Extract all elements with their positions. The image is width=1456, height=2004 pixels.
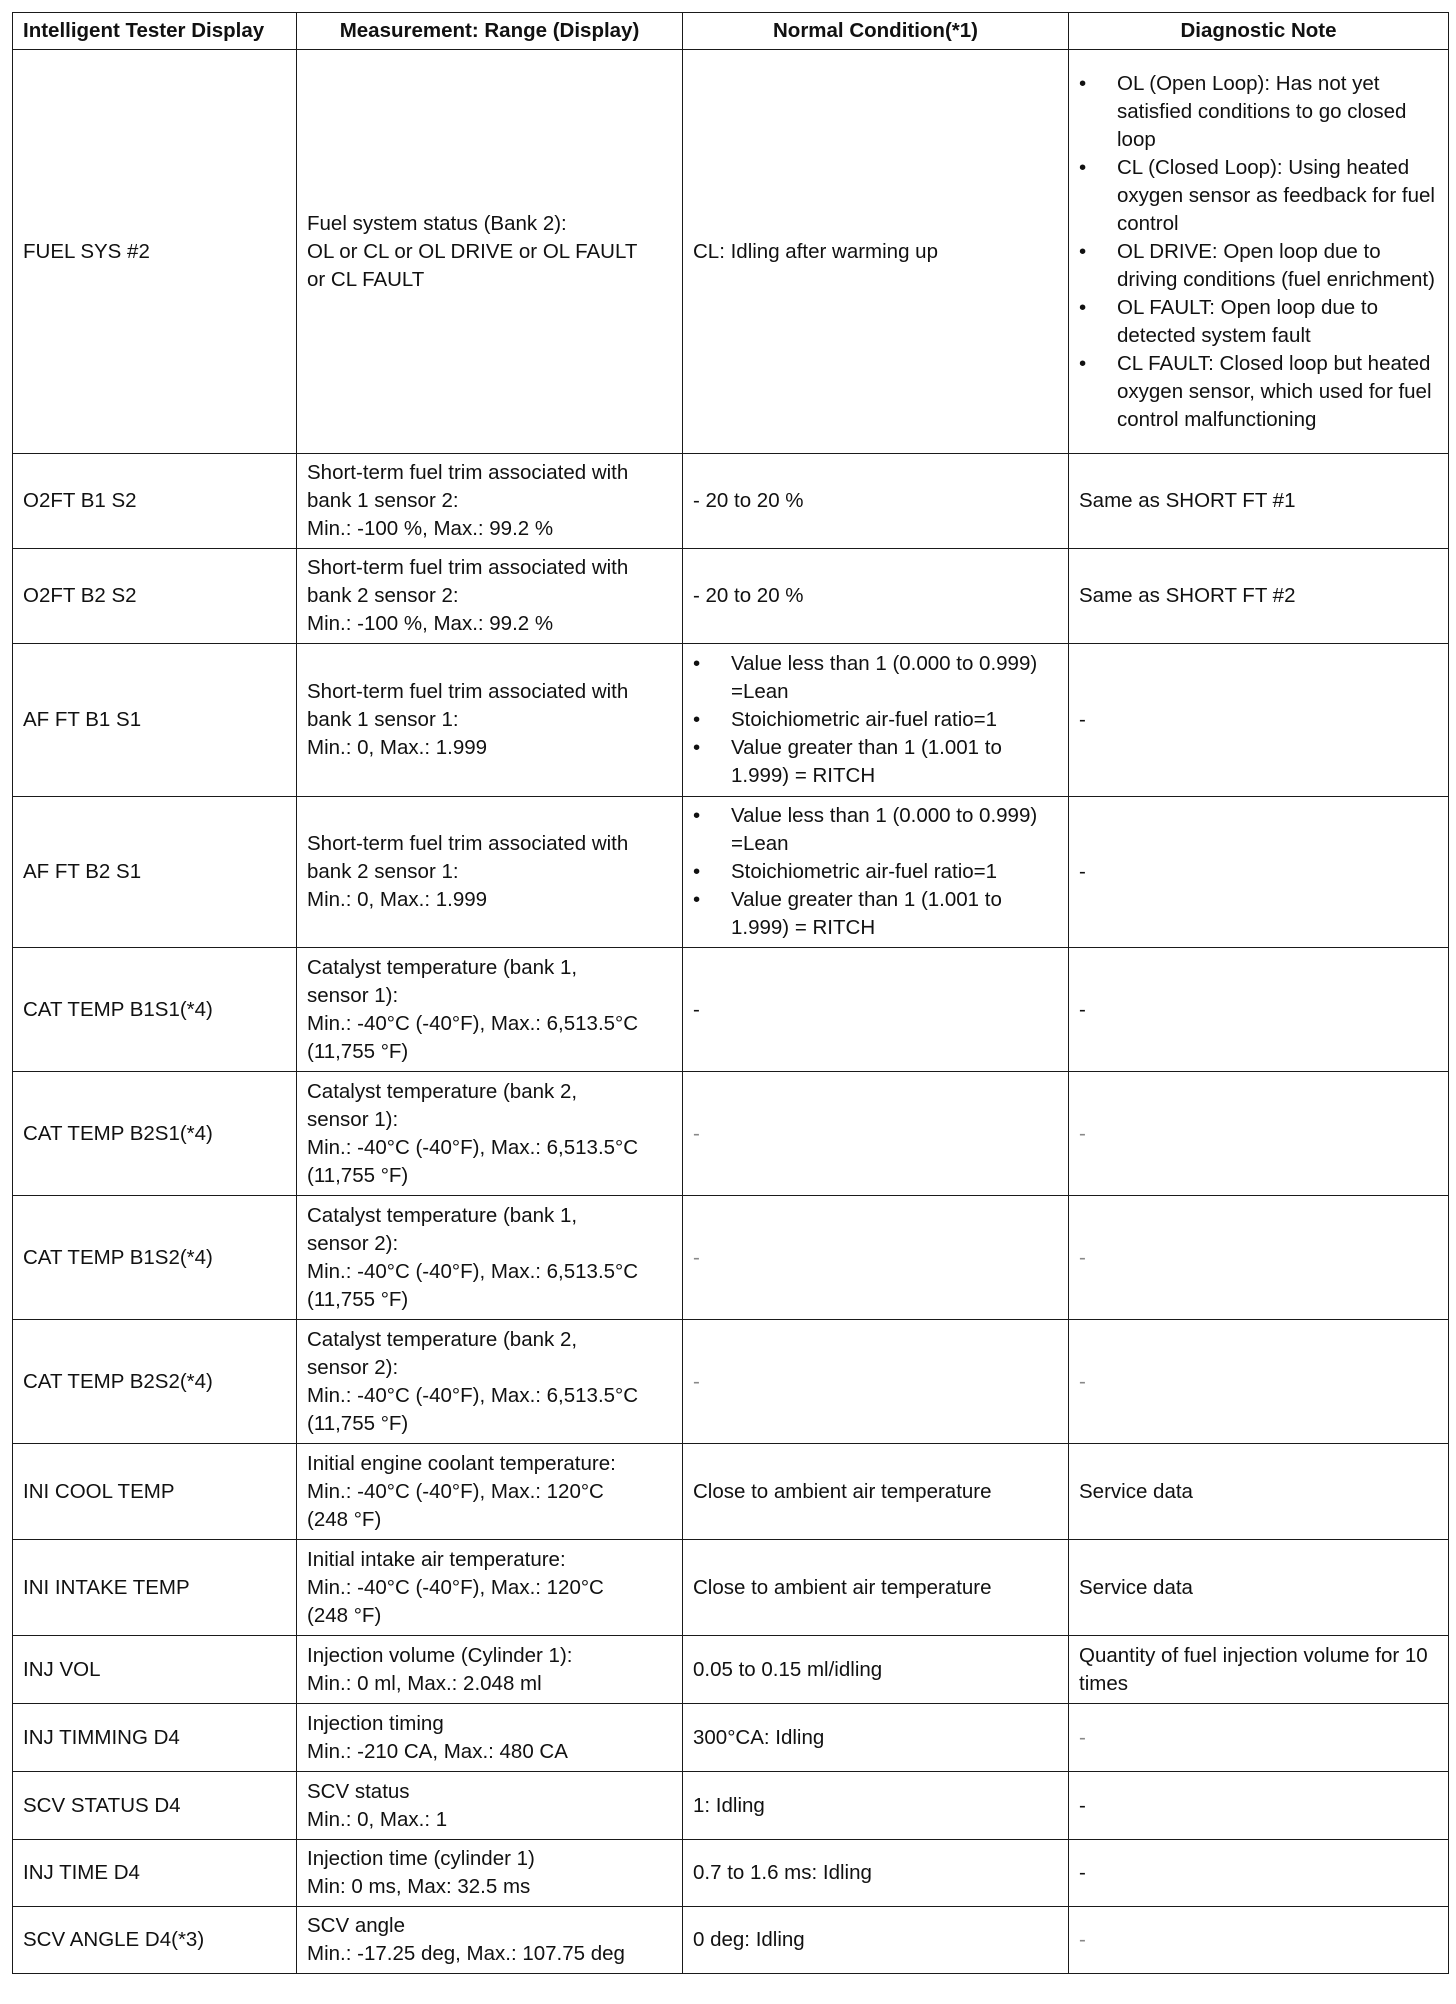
normal-bullet-list — [693, 802, 1058, 942]
normal-condition-cell: Close to ambient air temperature — [683, 1444, 1069, 1540]
header-tester-display: Intelligent Tester Display — [13, 13, 297, 50]
list-item: • Value greater than 1 (1.001 to 1.999) = RITCH — [693, 886, 1058, 942]
diagnostic-note-cell: Service data — [1069, 1444, 1449, 1540]
normal-condition-cell: - — [683, 1320, 1069, 1444]
list-item: • Value less than 1 (0.000 to 0.999) =Lean — [693, 650, 1058, 706]
tester-display-cell: FUEL SYS #2 — [13, 50, 297, 454]
normal-condition-cell: 0.05 to 0.15 ml/idling — [683, 1636, 1069, 1704]
table-row — [13, 644, 1449, 797]
tester-display-cell: O2FT B1 S2 — [13, 454, 297, 549]
document-page — [12, 12, 1448, 1974]
table-row — [13, 1772, 1449, 1840]
tester-display-cell: INJ TIME D4 — [13, 1840, 297, 1907]
tester-display-cell: INJ TIMMING D4 — [13, 1704, 297, 1772]
normal-condition-cell: Close to ambient air temperature — [683, 1540, 1069, 1636]
diagnostic-note-cell: - — [1069, 948, 1449, 1072]
normal-condition-cell: 0.7 to 1.6 ms: Idling — [683, 1840, 1069, 1907]
range-cell: Initial intake air temperature: Min.: -40°C (-40°F), Max.: 120°C (248 °F) — [297, 1540, 683, 1636]
diagnostic-note-cell — [1069, 50, 1449, 454]
range-cell: Catalyst temperature (bank 1, sensor 1): Min.: -40°C (-40°F), Max.: 6,513.5°C (11,755 °F) — [297, 948, 683, 1072]
range-cell: Short-term fuel trim associated with bank 2 sensor 2: Min.: -100 %, Max.: 99.2 % — [297, 549, 683, 644]
list-item: • OL DRIVE: Open loop due to driving conditions (fuel enrichment) — [1079, 238, 1438, 294]
diagnostic-note-cell: Same as SHORT FT #2 — [1069, 549, 1449, 644]
range-cell: Injection volume (Cylinder 1): Min.: 0 ml, Max.: 2.048 ml — [297, 1636, 683, 1704]
tester-display-cell: CAT TEMP B2S2(*4) — [13, 1320, 297, 1444]
list-item: • OL FAULT: Open loop due to detected system fault — [1079, 294, 1438, 350]
range-cell: SCV status Min.: 0, Max.: 1 — [297, 1772, 683, 1840]
note-bullet-list — [1079, 70, 1438, 434]
tester-display-cell: INI INTAKE TEMP — [13, 1540, 297, 1636]
normal-condition-cell: - — [683, 1072, 1069, 1196]
list-item: • OL (Open Loop): Has not yet satisfied conditions to go closed loop — [1079, 70, 1438, 154]
diagnostic-note-cell: - — [1069, 644, 1449, 797]
diagnostic-note-cell: - — [1069, 1772, 1449, 1840]
table-row — [13, 454, 1449, 549]
diagnostic-note-cell: - — [1069, 1704, 1449, 1772]
table-row — [13, 948, 1449, 1072]
list-item: • Stoichiometric air-fuel ratio=1 — [693, 706, 1058, 734]
range-cell: Catalyst temperature (bank 2, sensor 1): Min.: -40°C (-40°F), Max.: 6,513.5°C (11,755 °F) — [297, 1072, 683, 1196]
header-normal-condition: Normal Condition(*1) — [683, 13, 1069, 50]
table-row — [13, 50, 1449, 454]
normal-condition-cell: 300°CA: Idling — [683, 1704, 1069, 1772]
normal-condition-cell: - — [683, 948, 1069, 1072]
tester-display-cell: AF FT B1 S1 — [13, 644, 297, 797]
table-row — [13, 1320, 1449, 1444]
tester-display-cell: SCV STATUS D4 — [13, 1772, 297, 1840]
normal-condition-cell: CL: Idling after warming up — [683, 50, 1069, 454]
diagnostic-note-cell: - — [1069, 1907, 1449, 1974]
normal-condition-cell: 1: Idling — [683, 1772, 1069, 1840]
header-diagnostic-note: Diagnostic Note — [1069, 13, 1449, 50]
table-row — [13, 1704, 1449, 1772]
list-item: • Stoichiometric air-fuel ratio=1 — [693, 858, 1058, 886]
list-item: • CL FAULT: Closed loop but heated oxygen sensor, which used for fuel control malfunctioning — [1079, 350, 1438, 434]
normal-condition-cell: 0 deg: Idling — [683, 1907, 1069, 1974]
table-row — [13, 1636, 1449, 1704]
list-item: • Value less than 1 (0.000 to 0.999) =Lean — [693, 802, 1058, 858]
range-cell: Catalyst temperature (bank 1, sensor 2): Min.: -40°C (-40°F), Max.: 6,513.5°C (11,755 °F) — [297, 1196, 683, 1320]
table-row — [13, 1072, 1449, 1196]
tester-display-cell: AF FT B2 S1 — [13, 797, 297, 948]
tester-display-cell: CAT TEMP B1S1(*4) — [13, 948, 297, 1072]
range-cell: Short-term fuel trim associated with bank 1 sensor 2: Min.: -100 %, Max.: 99.2 % — [297, 454, 683, 549]
range-cell: SCV angle Min.: -17.25 deg, Max.: 107.75 deg — [297, 1907, 683, 1974]
table-header-row — [13, 13, 1449, 50]
data-list-table — [12, 12, 1449, 1974]
diagnostic-note-cell: Service data — [1069, 1540, 1449, 1636]
table-row — [13, 1840, 1449, 1907]
list-item: • Value greater than 1 (1.001 to 1.999) = RITCH — [693, 734, 1058, 790]
tester-display-cell: INJ VOL — [13, 1636, 297, 1704]
normal-condition-cell: - 20 to 20 % — [683, 549, 1069, 644]
normal-condition-cell — [683, 797, 1069, 948]
tester-display-cell: SCV ANGLE D4(*3) — [13, 1907, 297, 1974]
diagnostic-note-cell: Same as SHORT FT #1 — [1069, 454, 1449, 549]
diagnostic-note-cell: - — [1069, 1072, 1449, 1196]
range-cell: Short-term fuel trim associated with bank 2 sensor 1: Min.: 0, Max.: 1.999 — [297, 797, 683, 948]
range-cell: Injection time (cylinder 1) Min: 0 ms, Max: 32.5 ms — [297, 1840, 683, 1907]
table-row — [13, 1907, 1449, 1974]
tester-display-cell: O2FT B2 S2 — [13, 549, 297, 644]
header-measurement-range: Measurement: Range (Display) — [297, 13, 683, 50]
normal-condition-cell: - 20 to 20 % — [683, 454, 1069, 549]
table-row — [13, 549, 1449, 644]
range-cell: Catalyst temperature (bank 2, sensor 2): Min.: -40°C (-40°F), Max.: 6,513.5°C (11,755 °F) — [297, 1320, 683, 1444]
table-row — [13, 1540, 1449, 1636]
table-row — [13, 1196, 1449, 1320]
table-row — [13, 797, 1449, 948]
range-cell: Short-term fuel trim associated with bank 1 sensor 1: Min.: 0, Max.: 1.999 — [297, 644, 683, 797]
diagnostic-note-cell: - — [1069, 797, 1449, 948]
diagnostic-note-cell: - — [1069, 1840, 1449, 1907]
range-cell: Fuel system status (Bank 2): OL or CL or OL DRIVE or OL FAULT or CL FAULT — [297, 50, 683, 454]
tester-display-cell: CAT TEMP B1S2(*4) — [13, 1196, 297, 1320]
normal-condition-cell — [683, 644, 1069, 797]
tester-display-cell: INI COOL TEMP — [13, 1444, 297, 1540]
diagnostic-note-cell: Quantity of fuel injection volume for 10 times — [1069, 1636, 1449, 1704]
diagnostic-note-cell: - — [1069, 1320, 1449, 1444]
range-cell: Injection timing Min.: -210 CA, Max.: 480 CA — [297, 1704, 683, 1772]
list-item: • CL (Closed Loop): Using heated oxygen sensor as feedback for fuel control — [1079, 154, 1438, 238]
diagnostic-note-cell: - — [1069, 1196, 1449, 1320]
normal-condition-cell: - — [683, 1196, 1069, 1320]
tester-display-cell: CAT TEMP B2S1(*4) — [13, 1072, 297, 1196]
range-cell: Initial engine coolant temperature: Min.: -40°C (-40°F), Max.: 120°C (248 °F) — [297, 1444, 683, 1540]
table-row — [13, 1444, 1449, 1540]
normal-bullet-list — [693, 650, 1058, 790]
